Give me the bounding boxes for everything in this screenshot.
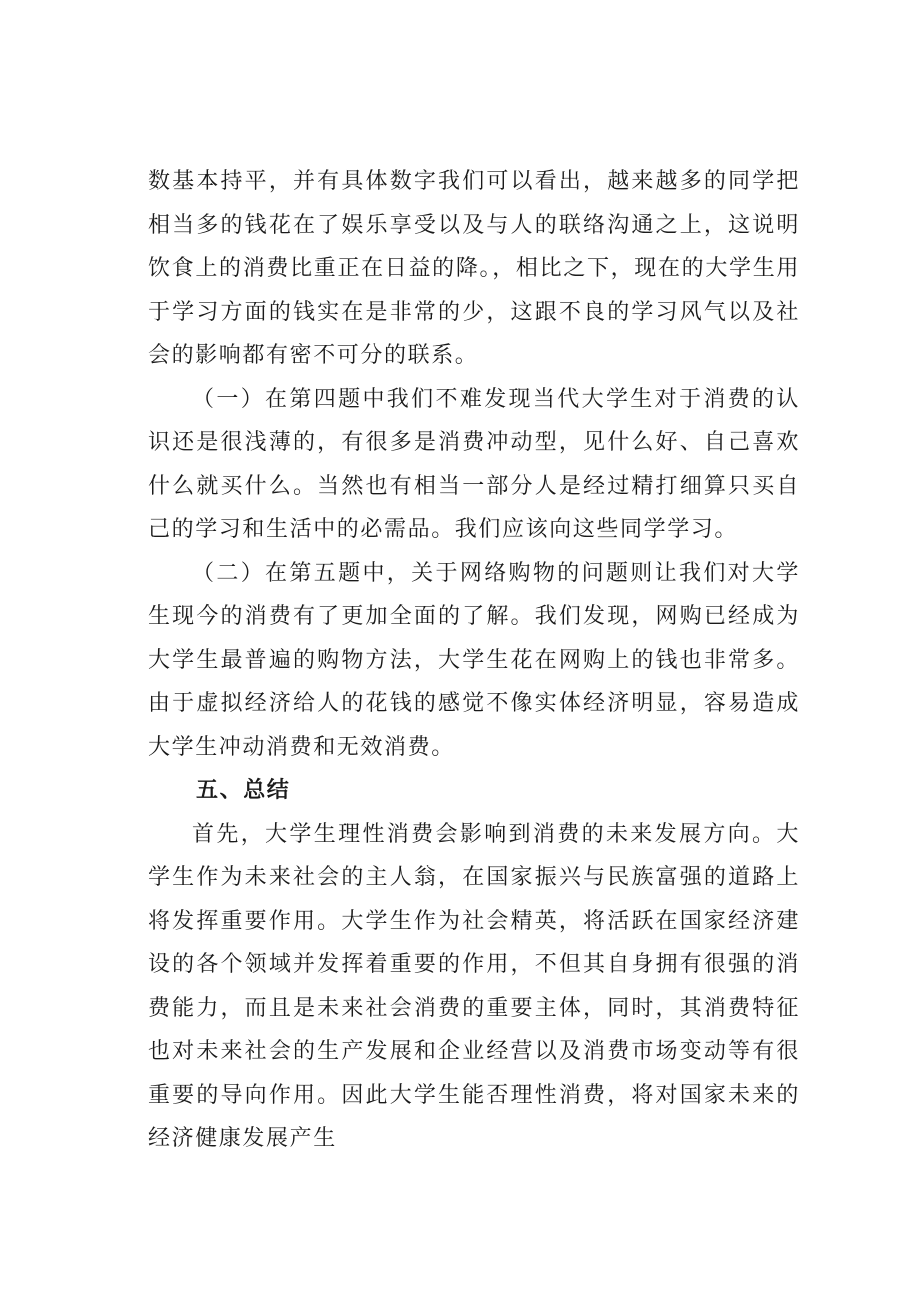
paragraph-consumption-analysis: 数基本持平，并有具体数字我们可以看出，越来越多的同学把相当多的钱花在了娱乐享受以及与人的联络沟通之上，这说明饮食上的消费比重正在日益的降。，相比之下，现在的大学生用于学习方面的钱实在是非常的少，这跟不良的学习风气以及社会的影响都有密不可分的联系。 (148, 169, 800, 368)
paragraph-question-five: （二）在第五题中，关于网络购物的问题则让我们对大学生现今的消费有了更加全面的了解。我们发现，网购已经成为大学生最普遍的购物方法，大学生花在网购上的钱也非常多。由于虚拟经济给人的花钱的感觉不像实体经济明显，容易造成大学生冲动消费和无效消费。 (148, 560, 800, 760)
document-body (148, 160, 800, 1161)
section-heading-summary: 五、总结 (196, 778, 291, 803)
paragraph-conclusion: 首先，大学生理性消费会影响到消费的未来发展方向。大学生作为未来社会的主人翁，在国家振兴与民族富强的道路上将发挥重要作用。大学生作为社会精英，将活跃在国家经济建设的各个领域并发挥着重要的作用，不但其自身拥有很强的消费能力，而且是未来社会消费的重要主体，同时，其消费特征也对未来社会的生产发展和企业经营以及消费市场变动等有很重要的导向作用。因此大学生能否理性消费，将对国家未来的经济健康发展产生 (148, 821, 800, 1151)
paragraph-question-four: （一）在第四题中我们不难发现当代大学生对于消费的认识还是很浅薄的，有很多是消费冲动型，见什么好、自己喜欢什么就买什么。当然也有相当一部分人是经过精打细算只买自己的学习和生活中的必需品。我们应该向这些同学学习。 (148, 386, 800, 542)
